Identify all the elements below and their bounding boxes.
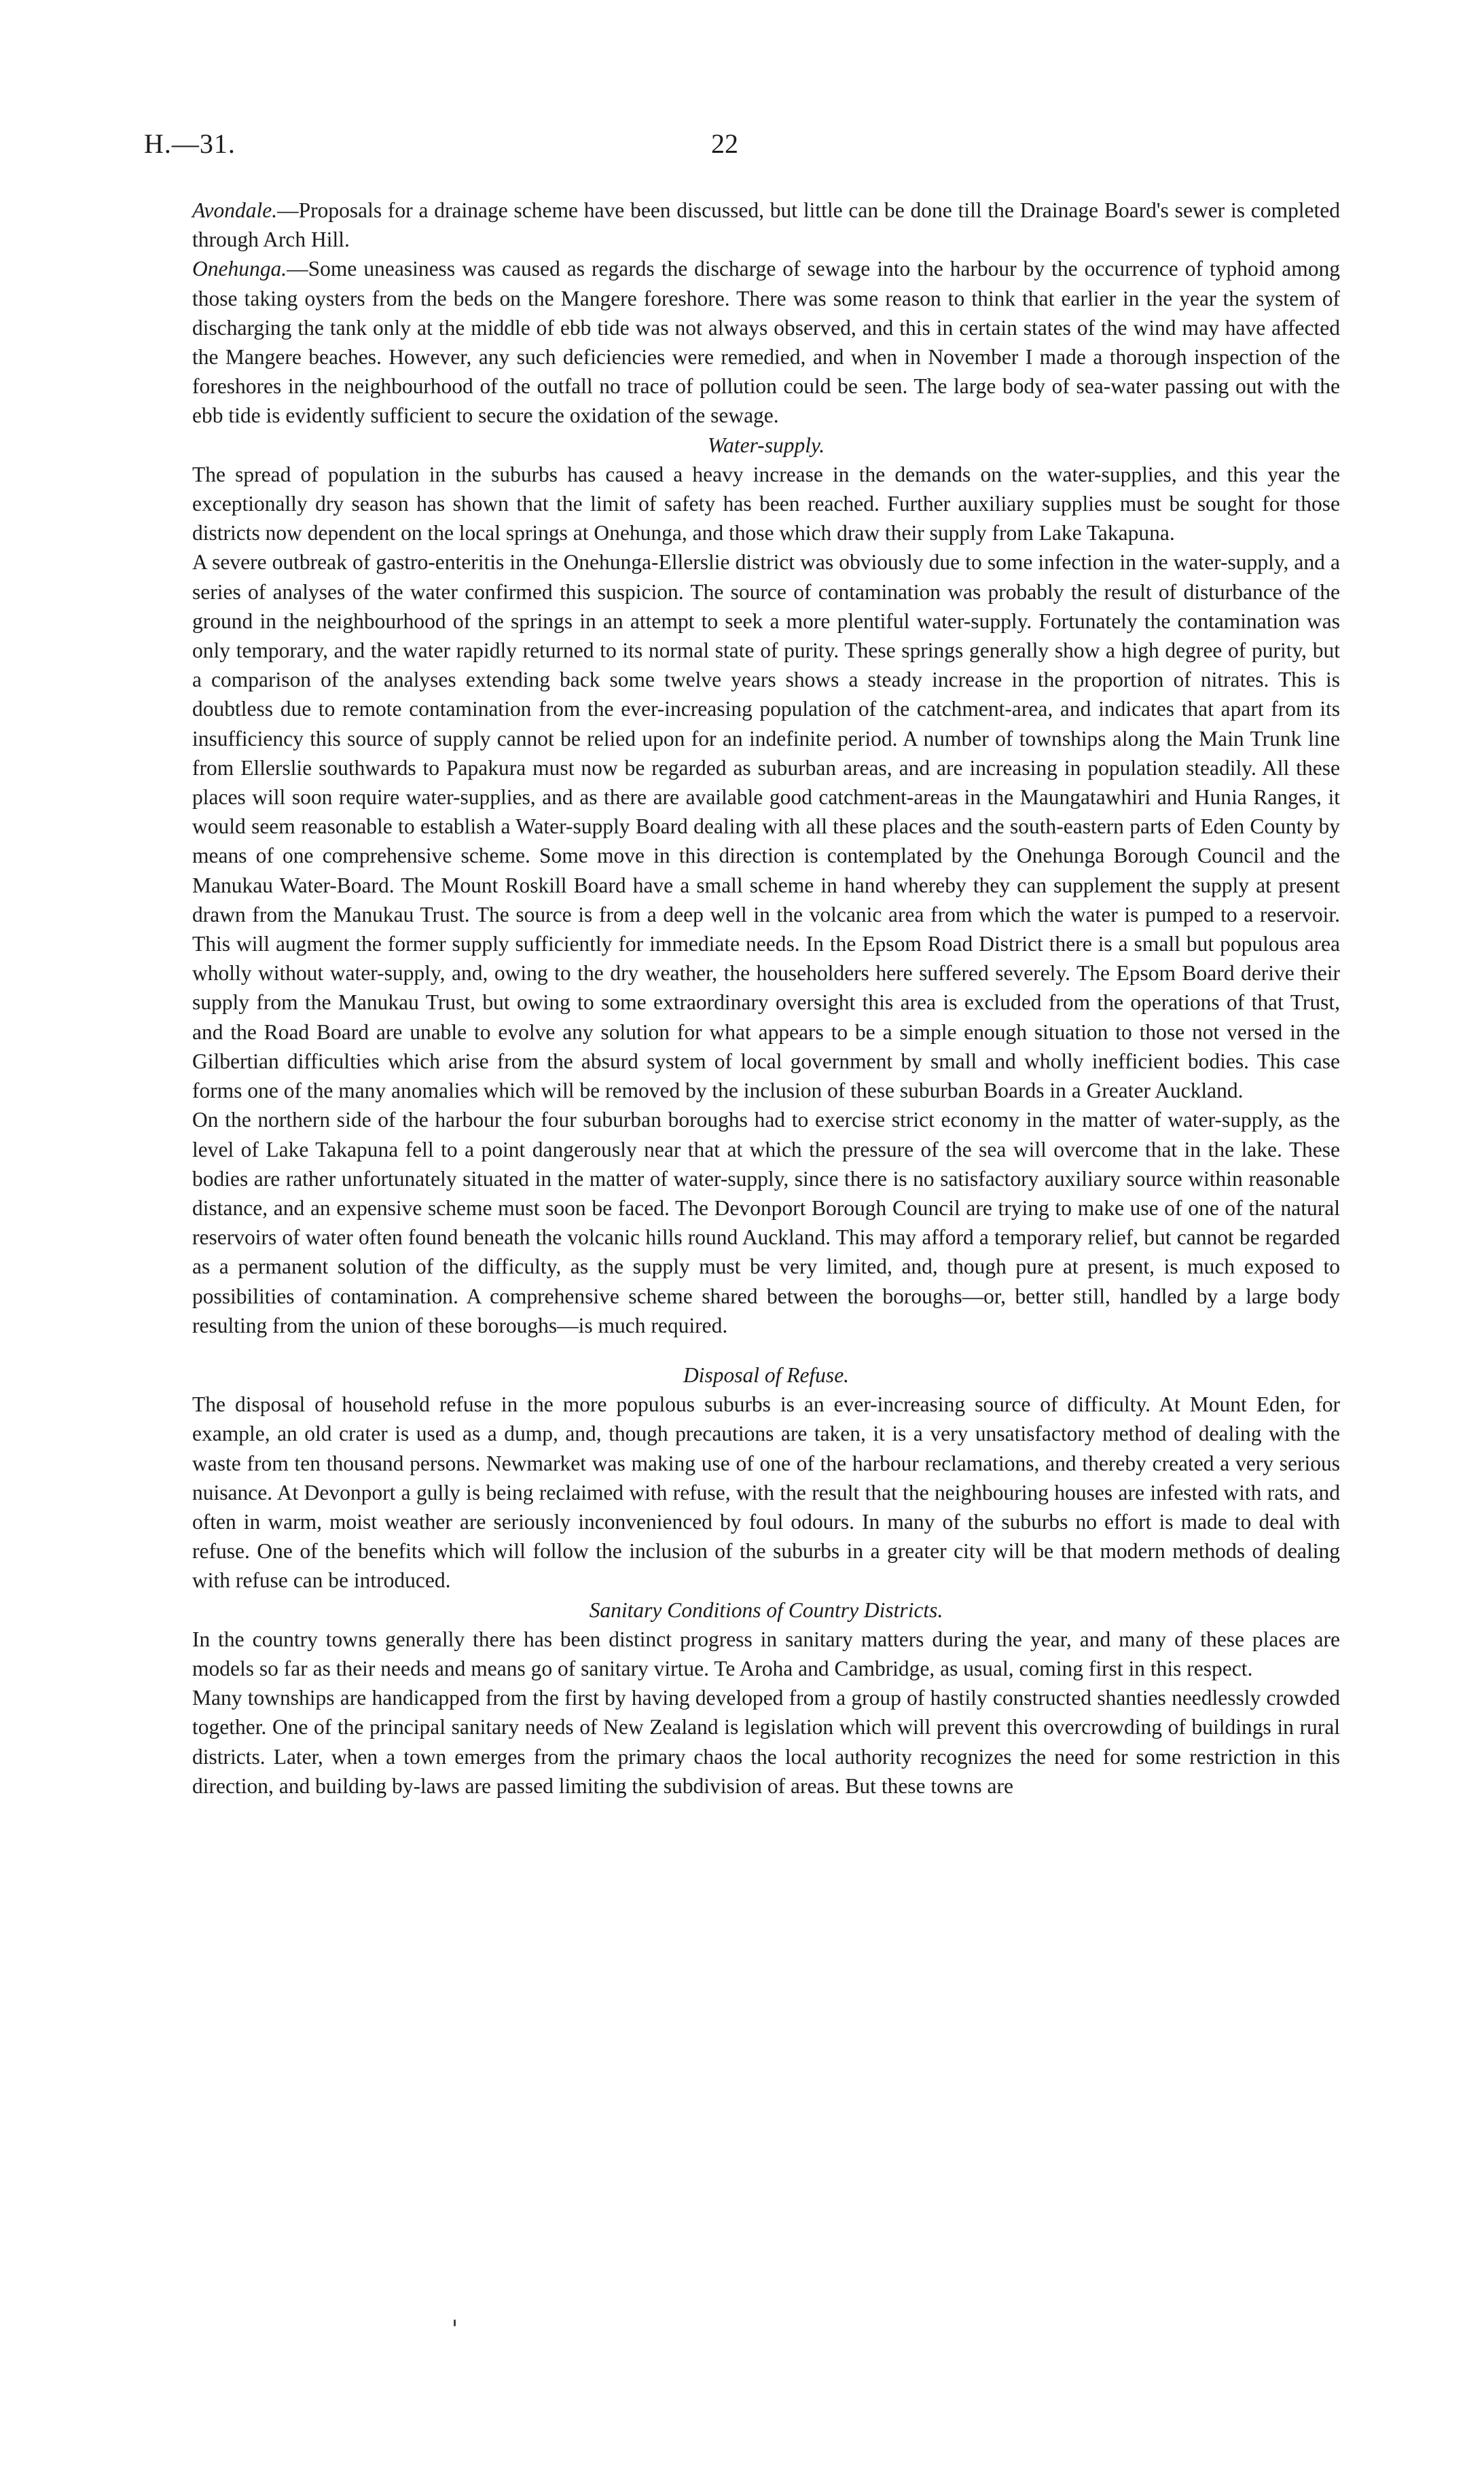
country-paragraph-1: In the country towns generally there has been distinct progress in sanitary matters during the year, and many of these places are models so far as their needs and means go of sanitary virtue. Te Aroha and Cambridge, as usual, coming first in this respect. <box>192 1627 1340 1680</box>
water-supply-heading: Water-supply. <box>707 433 825 457</box>
water-supply-paragraph-1: The spread of population in the suburbs has caused a heavy increase in the demands on the water-supplies, and this year the exceptionally dry season has shown that the limit of safety has been reached. Further auxiliary supplies must be sought for those districts now dependent on the local springs at Onehunga, and those which draw their supply from Lake Takapuna. <box>192 462 1340 545</box>
water-supply-paragraph-3: On the northern side of the harbour the four suburban boroughs had to exercise strict economy in the matter of water-supply, as the level of Lake Takapuna fell to a point dangerously near that at which the pressure of the sea will overcome that in the lake. These bodies are rather unfortunately situated in the matter of water-supply, since there is no satisfactory auxiliary source within reasonable distance, and an expensive scheme must soon be faced. The Devonport Borough Council are trying to make use of one of the natural reservoirs of water often found beneath the volcanic hills round Auckland. This may afford a temporary relief, but cannot be regarded as a permanent solution of the difficulty, as the supply must be very limited, and, though pure at present, is much exposed to possibilities of contamination. A comprehensive scheme shared between the boroughs—or, better still, handled by a large body resulting from the union of these boroughs—is much required. <box>192 1108 1340 1337</box>
country-paragraph-2: Many townships are handicapped from the first by having developed from a group of hastily constructed shanties needlessly crowded together. One of the principal sanitary needs of New Zealand is legislation which will prevent this overcrowding of buildings in rural districts. Later, when a town emerges from the primary chaos the local authority recognizes the need for some restriction in this direction, and building by-laws are passed limiting the subdivision of areas. But these towns are <box>192 1686 1340 1798</box>
country-districts-heading: Sanitary Conditions of Country Districts. <box>589 1598 943 1622</box>
onehunga-text: —Some uneasiness was caused as regards the discharge of sewage into the harbour by the occurrence of typhoid among those taking oysters from the beds on the Mangere foreshore. There was some reason to think that earlier in the year the system of discharging the tank only at the middle of ebb tide was not always observed, and this in certain states of the wind may have affected the Mangere beaches. However, any such deficiencies were remedied, and when in November I made a thorough inspection of the foreshores in the neighbourhood of the outfall no trace of pollution could be seen. The large body of sea-water passing out with the ebb tide is evidently sufficient to secure the oxidation of the sewage. <box>192 257 1340 428</box>
report-reference: H.—31. <box>144 128 236 159</box>
onehunga-lead: Onehunga. <box>192 257 287 281</box>
page-number: 22 <box>711 128 738 159</box>
water-supply-paragraph-2: A severe outbreak of gastro-enteritis in the Onehunga-Ellerslie district was obviously due to some infection in the water-supply, and a series of analyses of the water confirmed this suspicion. The source of contamination was probably the result of disturbance of the ground in the neighbourhood of the springs in an attempt to seek a more plentiful water-supply. Fortunately the contamination was only temporary, and the water rapidly returned to its normal state of purity. These springs generally show a high degree of purity, but a comparison of the analyses extending back some twelve years shows a steady increase in the proportion of nitrates. This is doubtless due to remote contamination from the ever-increasing population of the catchment-area, and indicates that apart from its insufficiency this source of supply cannot be relied upon for an indefinite period. A number of townships along the Main Trunk line from Ellerslie southwards to Papakura must now be regarded as suburban areas, and are increasing in population steadily. All these places will soon require water-supplies, and as there are available good catchment-areas in the Maungatawhiri and Hunia Ranges, it would seem reasonable to establish a Water-supply Board dealing with all these places and the south-eastern parts of Eden County by means of one comprehensive scheme. Some move in this direction is contemplated by the Onehunga Borough Council and the Manukau Water-Board. The Mount Roskill Board have a small scheme in hand whereby they can supplement the supply at present drawn from the Manukau Trust. The source is from a deep well in the volcanic area from which the water is pumped to a reservoir. This will augment the former supply sufficiently for immediate needs. In the Epsom Road District there is a small but populous area wholly without water-supply, and, owing to the dry weather, the householders here suffered severely. The Epsom Board derive their supply from the Manukau Trust, but owing to some extraordinary oversight this area is excluded from the operations of that Trust, and the Road Board are unable to evolve any solution for what appears to be a simple enough situation to those not versed in the Gilbertian difficulties which arise from the absurd system of local government by small and wholly inefficient bodies. This case forms one of the many anomalies which will be removed by the inclusion of these suburban Boards in a Greater Auckland. <box>192 550 1340 1103</box>
avondale-lead: Avondale. <box>192 198 278 222</box>
refuse-heading: Disposal of Refuse. <box>683 1363 850 1387</box>
avondale-text: —Proposals for a drainage scheme have been discussed, but little can be done till the Drainage Board's sewer is completed through Arch Hill. <box>192 198 1340 252</box>
refuse-paragraph-1: The disposal of household refuse in the more populous suburbs is an ever-increasing source of difficulty. At Mount Eden, for example, an old crater is used as a dump, and, though precautions are taken, it is a very unsatisfactory method of dealing with the waste from ten thousand persons. Newmarket was making use of one of the harbour reclamations, and thereby created a very serious nuisance. At Devonport a gully is being reclaimed with refuse, with the result that the neighbouring houses are infested with rats, and often in warm, moist weather are seriously inconvenienced by foul odours. In many of the suburbs no effort is made to deal with refuse. One of the benefits which will follow the inclusion of the suburbs in a greater city will be that modern methods of dealing with refuse can be introduced. <box>192 1392 1340 1593</box>
print-mark <box>454 2320 456 2326</box>
onehunga-paragraph <box>192 254 1340 430</box>
document-body <box>192 196 1340 1801</box>
avondale-paragraph <box>192 196 1340 254</box>
page-header <box>144 128 1339 175</box>
